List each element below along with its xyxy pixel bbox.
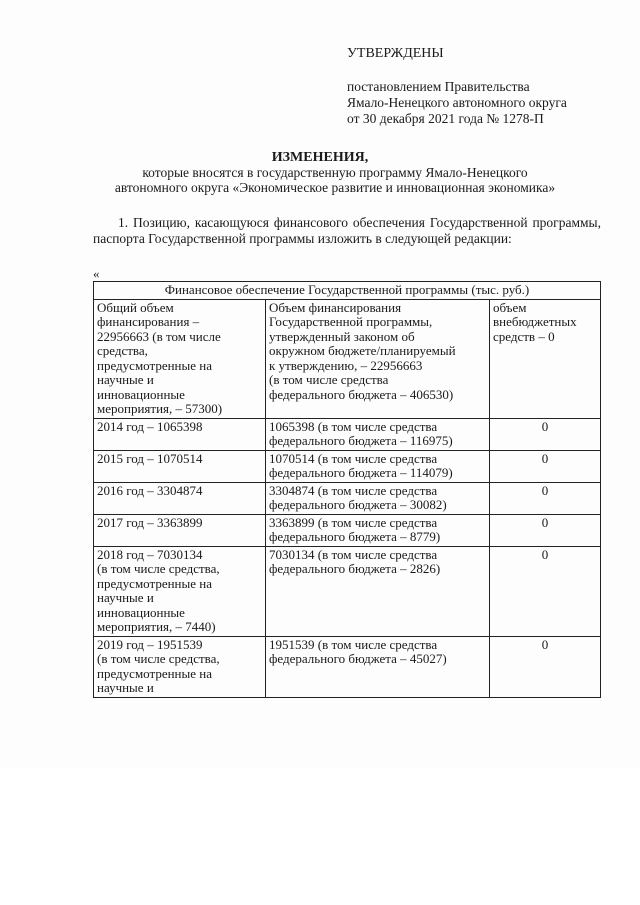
opening-quote: « [93,266,100,281]
year-cell [94,450,266,482]
federal-funds-cell [266,418,490,450]
year-cell [94,546,266,636]
cell-line: федерального бюджета – 114079) [269,465,453,480]
cell-line: 2018 год – 7030134 [97,546,203,562]
cell-line: мероприятия, – 7440) [97,619,216,634]
cell-line: 2019 год – 1951539 [97,636,203,652]
cell-line: (в том числе средства, [97,561,220,576]
cell-line: федерального бюджета – 116975) [269,433,453,448]
cell-line: 0 [541,636,549,652]
table-row [94,514,601,546]
cell-line: (в том числе средства, [97,651,220,666]
approved-heading: УТВЕРЖДЕНЫ [347,46,444,61]
year-cell [94,514,266,546]
cell-line: федерального бюджета – 30082) [269,497,447,512]
cell-line: Объем финансирования [269,299,402,315]
table-row [94,450,601,482]
cell-line: мероприятия, – 57300) [97,401,223,416]
cell-line: федерального бюджета – 45027) [269,651,447,666]
extrabudget-cell [490,299,601,418]
cell-line: федерального бюджета – 8779) [269,529,441,544]
table-row [94,636,601,697]
cell-line: 3304874 (в том числе средства [269,482,438,498]
table-row [94,418,601,450]
cell-line: инновационные [97,604,185,620]
cell-line: 0 [541,418,549,434]
resolution-line: Ямало-Ненецкого автономного округа [347,95,567,110]
cell-line: федерального бюджета – 2826) [269,561,441,576]
cell-line: (в том числе средства [269,372,389,387]
cell-line: предусмотренные на [97,357,213,373]
cell-line: 0 [541,450,549,466]
cell-line: средств – 0 [493,328,555,344]
year-cell [94,636,266,697]
cell-line: 7030134 (в том числе средства [269,546,438,562]
cell-line: 1070514 (в том числе средства [269,450,438,466]
federal-funds-cell [266,636,490,697]
cell-line: к утверждению, – 22956663 [269,357,423,373]
cell-line: утвержденный законом об [269,328,415,344]
cell-line: предусмотренные на [97,575,213,591]
program-financing-cell [266,299,490,418]
cell-line: 2015 год – 1070514 [97,450,203,466]
cell-line: 22956663 (в том числе [97,328,221,344]
cell-line: научные и [97,372,154,387]
total-volume-cell [94,299,266,418]
cell-line: 2017 год – 3363899 [97,514,203,530]
cell-line: окружном бюджете/планируемый [269,343,456,358]
resolution-block [347,79,567,127]
federal-funds-cell [266,514,490,546]
cell-line: 1065398 (в том числе средства [269,418,438,434]
cell-line: 1951539 (в том числе средства [269,636,438,652]
cell-line: 0 [541,546,549,562]
cell-line: инновационные [97,386,185,402]
table-header: Финансовое обеспечение Государственной программы (тыс. руб.) [94,282,601,300]
year-cell [94,418,266,450]
document-title: ИЗМЕНЕНИЯ, [271,150,369,165]
federal-funds-cell [266,450,490,482]
federal-funds-cell [266,482,490,514]
cell-line: федерального бюджета – 406530) [269,386,454,402]
subtitle-line: автономного округа «Экономическое развитие и инновационная экономика» [114,180,556,195]
extrabudget-value-cell [490,418,601,450]
extrabudget-value-cell [490,450,601,482]
financing-table [93,281,601,698]
cell-line: средства, [97,343,148,358]
cell-line: 0 [541,514,549,530]
cell-line: внебюджетных [493,314,577,329]
extrabudget-value-cell [490,546,601,636]
cell-line: Государственной программы, [269,314,433,329]
cell-line: 0 [541,482,549,498]
cell-line: научные и [97,680,154,695]
cell-line: предусмотренные на [97,665,213,681]
extrabudget-value-cell [490,514,601,546]
table-header-row [94,282,601,300]
table-row-total [94,299,601,418]
extrabudget-value-cell [490,482,601,514]
cell-line: научные и [97,590,154,605]
cell-line: объем [493,299,527,315]
extrabudget-value-cell [490,636,601,697]
cell-line: 2014 год – 1065398 [97,418,203,434]
resolution-line: постановлением Правительства [347,79,530,94]
year-cell [94,482,266,514]
page-margin [0,768,640,905]
federal-funds-cell [266,546,490,636]
table-row [94,482,601,514]
document-subtitle [90,165,580,195]
table-row [94,546,601,636]
cell-line: Общий объем [97,299,174,315]
cell-line: 2016 год – 3304874 [97,482,203,498]
resolution-line: от 30 декабря 2021 года № 1278-П [347,111,544,126]
cell-line: финансирования – [97,314,200,329]
subtitle-line: которые вносятся в государственную программу Ямало-Ненецкого [142,165,528,180]
paragraph-1: 1. Позицию, касающуюся финансового обеспечения Государственной программы, паспорта Государственной программы изложить в следующей редакции: [93,215,601,246]
cell-line: 3363899 (в том числе средства [269,514,438,530]
